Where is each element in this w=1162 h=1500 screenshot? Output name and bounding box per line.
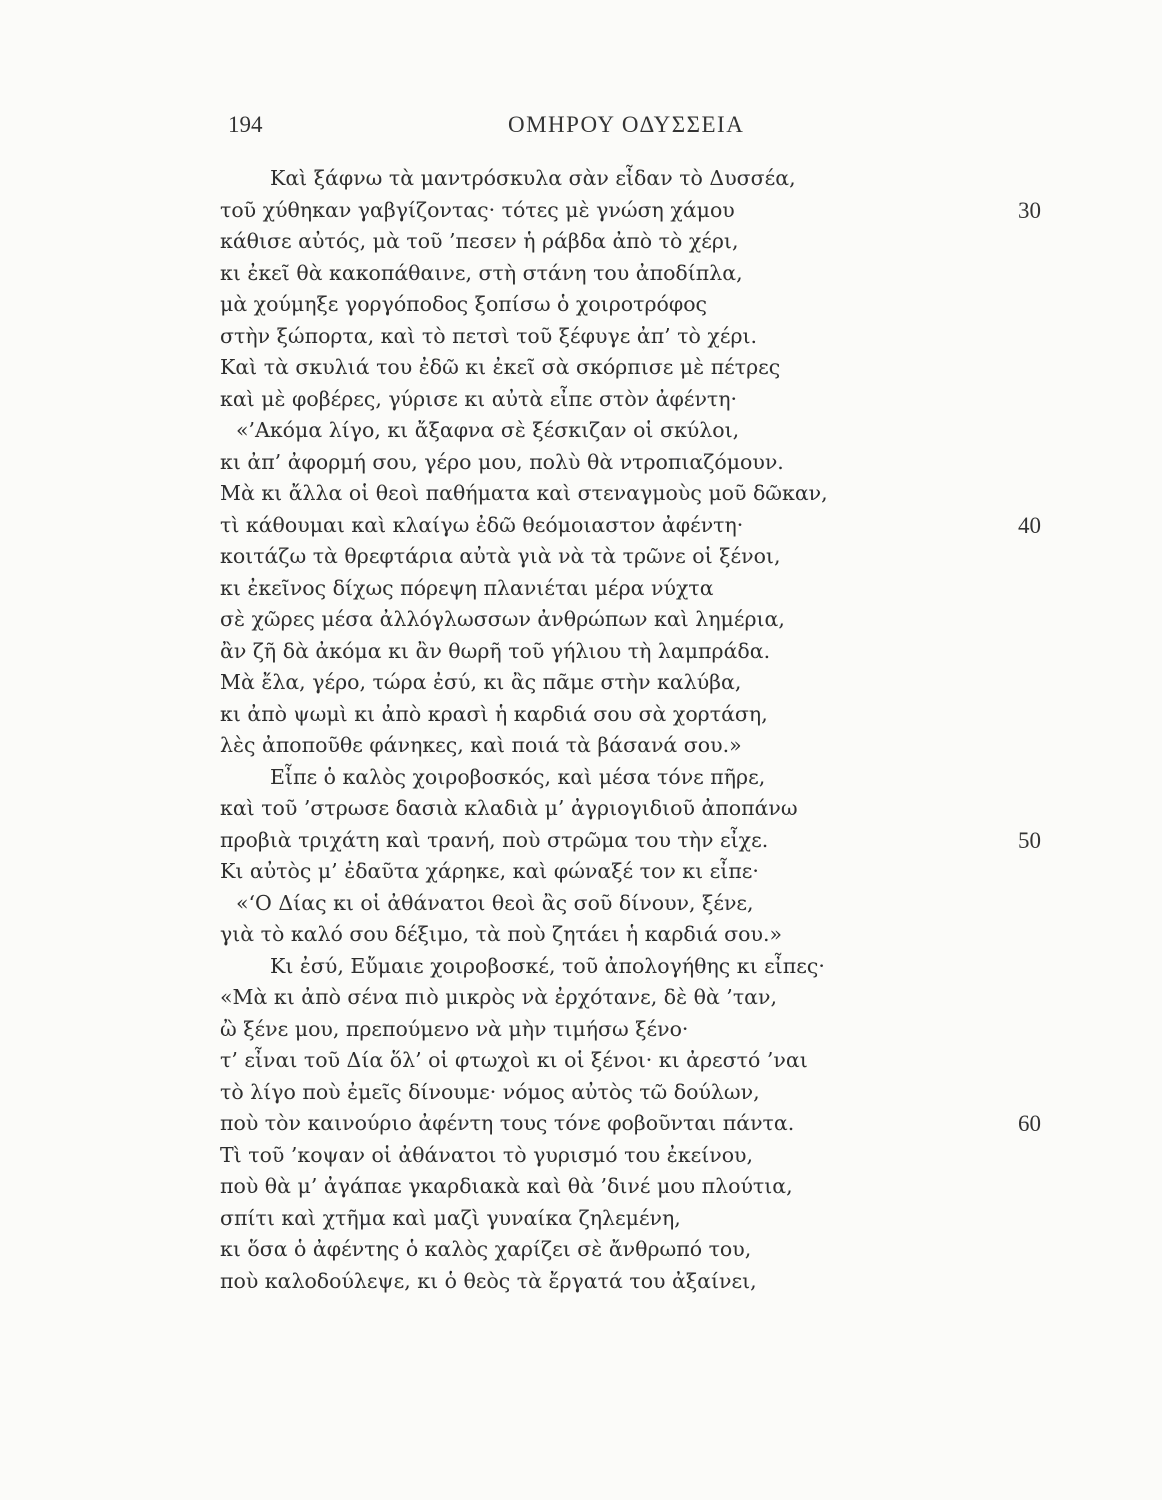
verse-text: Κι ἐσύ, Εὔμαιε χοιροβοσκέ, τοῦ ἀπολογήθης κι εἶπες·: [270, 953, 825, 978]
verse-line: [0, 856, 1162, 888]
verse-line: [0, 384, 1162, 416]
verse-text: «‘Ο Δίας κι οἱ ἀθάνατοι θεοὶ ἂς σοῦ δίνουν, ξένε,: [236, 890, 754, 915]
verse-text: κάθισε αὐτός, μὰ τοῦ ’πεσεν ἡ ράβδα ἀπὸ τὸ χέρι,: [220, 229, 739, 253]
verse-block: [0, 163, 1162, 1297]
line-number: 50: [1018, 827, 1041, 853]
verse-line: [0, 1203, 1162, 1235]
verse-text: Μὰ ἔλα, γέρο, τώρα ἐσύ, κι ἂς πᾶμε στὴν καλύβα,: [220, 670, 742, 694]
verse-line: [0, 730, 1162, 762]
verse-line: [0, 447, 1162, 479]
verse-text: σὲ χῶρες μέσα ἀλλόγλωσσων ἀνθρώπων καὶ λημέρια,: [220, 607, 785, 631]
verse-text: ποὺ καλοδούλεψε, κι ὁ θεὸς τὰ ἔργατά του ἀξαίνει,: [220, 1268, 757, 1293]
page-header: [0, 112, 1162, 142]
verse-line: [0, 667, 1162, 699]
verse-line: [0, 352, 1162, 384]
verse-line: [0, 1171, 1162, 1203]
verse-text: μὰ χούμηξε γοργόποδος ξοπίσω ὁ χοιροτρόφος: [220, 292, 708, 316]
verse-text: κι ἐκεῖ θὰ κακοπάθαινε, στὴ στάνη του ἀποδίπλα,: [220, 260, 743, 285]
verse-text: κι ὅσα ὁ ἀφέντης ὁ καλὸς χαρίζει σὲ ἄνθρωπό του,: [220, 1237, 752, 1261]
verse-text: Τὶ τοῦ ’κοψαν οἱ ἀθάνατοι τὸ γυρισμό του ἐκείνου,: [220, 1142, 754, 1167]
verse-line: [0, 951, 1162, 983]
verse-line: [0, 1108, 1162, 1140]
verse-text: ὢ ξένε μου, πρεπούμενο νὰ μὴν τιμήσω ξένο·: [220, 1016, 689, 1041]
running-title: ΟΜΗΡΟΥ ΟΔΥΣΣΕΙΑ: [508, 112, 745, 137]
verse-text: λὲς ἀποποῦθε φάνηκες, καὶ ποιά τὰ βάσανά σου.»: [220, 733, 742, 757]
verse-text: Καὶ τὰ σκυλιά του ἐδῶ κι ἐκεῖ σὰ σκόρπισε μὲ πέτρες: [220, 355, 781, 379]
verse-line: [0, 699, 1162, 731]
verse-line: [0, 289, 1162, 321]
verse-line: [0, 982, 1162, 1014]
verse-line: [0, 604, 1162, 636]
verse-text: Καὶ ξάφνω τὰ μαντρόσκυλα σὰν εἶδαν τὸ Δυσσέα,: [270, 166, 796, 190]
verse-line: [0, 919, 1162, 951]
verse-line: [0, 793, 1162, 825]
verse-line: [0, 478, 1162, 510]
verse-text: Μὰ κι ἄλλα οἱ θεοὶ παθήματα καὶ στεναγμοὺς μοῦ δῶκαν,: [220, 481, 828, 505]
verse-text: Εἶπε ὁ καλὸς χοιροβοσκός, καὶ μέσα τόνε πῆρε,: [270, 764, 766, 789]
verse-line: [0, 415, 1162, 447]
line-number: 60: [1018, 1111, 1041, 1136]
verse-text: «’Ακόμα λίγο, κι ἄξαφνα σὲ ξέσκιζαν οἱ σκύλοι,: [236, 418, 740, 442]
verse-text: προβιὰ τριχάτη καὶ τρανή, ποὺ στρῶμα του τὴν εἶχε.: [220, 827, 769, 852]
line-number: 40: [1018, 512, 1041, 538]
verse-text: κι ἐκεῖνος δίχως πόρεψη πλανιέται μέρα νύχτα: [220, 575, 714, 600]
verse-line: [0, 195, 1162, 227]
verse-text: τ’ εἶναι τοῦ Δία ὅλ’ οἱ φτωχοὶ κι οἱ ξένοι· κι ἀρεστό ’ναι: [220, 1048, 808, 1072]
verse-text: «Μὰ κι ἀπὸ σένα πιὸ μικρὸς νὰ ἐρχότανε, δὲ θὰ ’ταν,: [220, 985, 777, 1009]
verse-text: γιὰ τὸ καλό σου δέξιμο, τὰ ποὺ ζητάει ἡ καρδιά σου.»: [220, 922, 783, 946]
verse-text: ποὺ θὰ μ’ ἀγάπαε γκαρδιακὰ καὶ θὰ ’δινέ μου πλούτια,: [220, 1174, 793, 1198]
verse-line: [0, 1234, 1162, 1266]
verse-line: [0, 510, 1162, 542]
verse-text: καὶ τοῦ ’στρωσε δασιὰ κλαδιὰ μ’ ἀγριογιδιοῦ ἀποπάνω: [220, 796, 798, 820]
verse-text: κι ἀπ’ ἀφορμή σου, γέρο μου, πολὺ θὰ ντροπιαζόμουν.: [220, 449, 784, 474]
verse-text: καὶ μὲ φοβέρες, γύρισε κι αὐτὰ εἶπε στὸν ἀφέντη·: [220, 386, 738, 411]
verse-line: [0, 1077, 1162, 1109]
verse-line: [0, 258, 1162, 290]
verse-line: [0, 541, 1162, 573]
line-number: 30: [1018, 197, 1041, 223]
verse-line: [0, 163, 1162, 195]
verse-line: [0, 1266, 1162, 1298]
verse-line: [0, 762, 1162, 794]
verse-text: κι ἀπὸ ψωμὶ κι ἀπὸ κρασὶ ἡ καρδιά σου σὰ χορτάση,: [220, 701, 768, 726]
verse-text: Κι αὐτὸς μ’ ἐδαῦτα χάρηκε, καὶ φώναξέ τον κι εἶπε·: [220, 859, 759, 883]
verse-text: σπίτι καὶ χτῆμα καὶ μαζὶ γυναίκα ζηλεμένη,: [220, 1205, 681, 1230]
verse-line: [0, 226, 1162, 258]
verse-text: ποὺ τὸν καινούριο ἀφέντη τους τόνε φοβοῦνται πάντα.: [220, 1111, 795, 1135]
verse-text: τὶ κάθουμαι καὶ κλαίγω ἐδῶ θεόμοιαστον ἀφέντη·: [220, 512, 744, 537]
verse-text: τοῦ χύθηκαν γαβγίζοντας· τότες μὲ γνώση χάμου: [220, 197, 735, 222]
verse-text: ἂν ζῆ δὰ ἀκόμα κι ἂν θωρῆ τοῦ γήλιου τὴ λαμπράδα.: [220, 638, 771, 663]
verse-text: τὸ λίγο ποὺ ἐμεῖς δίνουμε· νόμος αὐτὸς τῶ δούλων,: [220, 1079, 760, 1104]
verse-line: [0, 888, 1162, 920]
verse-line: [0, 636, 1162, 668]
verse-line: [0, 1014, 1162, 1046]
verse-text: κοιτάζω τὰ θρεφτάρια αὐτὰ γιὰ νὰ τὰ τρῶνε οἱ ξένοι,: [220, 544, 781, 568]
verse-line: [0, 321, 1162, 353]
verse-line: [0, 1140, 1162, 1172]
page-number: 194: [228, 112, 263, 137]
verse-line: [0, 1045, 1162, 1077]
verse-line: [0, 573, 1162, 605]
verse-text: στὴν ξώπορτα, καὶ τὸ πετσὶ τοῦ ξέφυγε ἀπ’ τὸ χέρι.: [220, 323, 758, 348]
verse-line: [0, 825, 1162, 857]
